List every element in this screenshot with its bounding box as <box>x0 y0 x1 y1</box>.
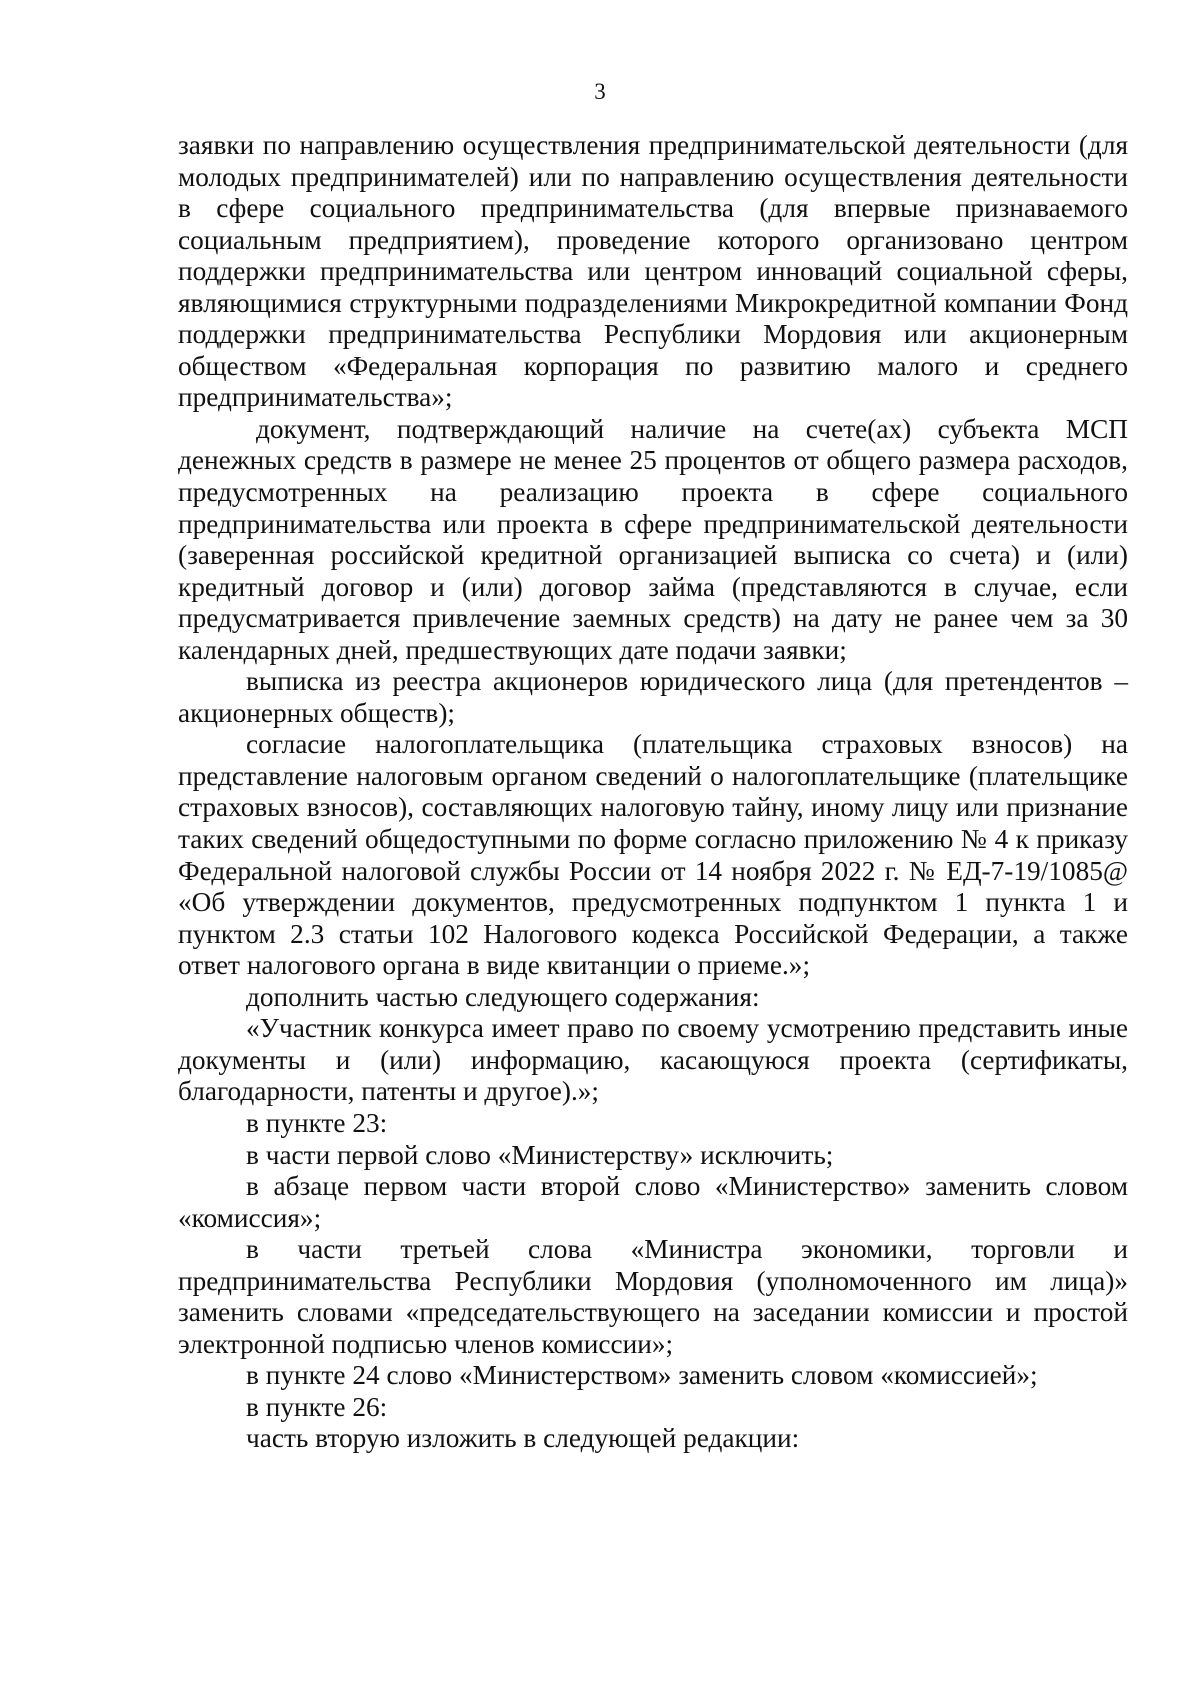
paragraph-item-23-part-2: в абзаце первом части второй слово «Министерство» заменить словом «комиссия»; <box>178 1171 1128 1233</box>
paragraph-supplement-intro: дополнить частью следующего содержания: <box>246 981 760 1012</box>
document-body <box>178 130 1128 1455</box>
paragraph-taxpayer-consent: согласие налогоплательщика (плательщика страховых взносов) на представление налоговым органом сведений о налогоплательщике (плательщике страховых взносов), составляющих налоговую тайну, иному лицу или признание таких сведений общедоступными по форме согласно приложению № 4 к приказу Федеральной налоговой службы России от 14 ноября 2022 г. № ЕД-7-19/1085@ «Об утверждении документов, предусмотренных подпунктом 1 пункта 1 и пунктом 2.3 статьи 102 Налогового кодекса Российской Федерации, а также ответ налогового органа в виде квитанции о приеме.»; <box>178 729 1128 981</box>
paragraph-funds-document: документ, подтверждающий наличие на счете(ах) субъекта МСП денежных средств в размере не менее 25 процентов от общего размера расходов, предусмотренных на реализацию проекта в сфере социального предпринимательства или проекта в сфере предпринимательской деятельности (заверенная российской кредитной организацией выписка со счета) и (или) кредитный договор и (или) договор займа (представляются в случае, если предусматривается привлечение заемных средств) на дату не ранее чем за 30 календарных дней, предшествующих дате подачи заявки; <box>178 413 1128 665</box>
paragraph-item-26-part-2: часть вторую изложить в следующей редакции: <box>246 1423 800 1454</box>
paragraph-item-23-part-1: в части первой слово «Министерству» исключить; <box>246 1139 834 1170</box>
paragraph-item-23: в пункте 23: <box>246 1107 388 1138</box>
paragraph-item-26: в пункте 26: <box>246 1391 388 1422</box>
paragraph-participant-right: «Участник конкурса имеет право по своему усмотрению представить иные документы и (или) информацию, касающуюся проекта (сертификаты, благодарности, патенты и другое).»; <box>178 1013 1128 1107</box>
paragraph-application-continuation: заявки по направлению осуществления предпринимательской деятельности (для молодых предпринимателей) или по направлению осуществления деятельности в сфере социального предпринимательства (для впервые признаваемого социальным предприятием), проведение которого организовано центром поддержки предпринимательства или центром инноваций социальной сферы, являющимися структурными подразделениями Микрокредитной компании Фонд поддержки предпринимательства Республики Мордовия или акционерным обществом «Федеральная корпорация по развитию малого и среднего предпринимательства»; <box>178 130 1128 413</box>
page-number: 3 <box>594 79 606 104</box>
paragraph-shareholder-register: выписка из реестра акционеров юридического лица (для претендентов – акционерных обществ); <box>178 666 1128 728</box>
paragraph-item-23-part-3: в части третьей слова «Министра экономики, торговли и предпринимательства Республики Мордовия (уполномоченного им лица)» заменить словами «председательствующего на заседании комиссии и простой электронной подписью членов комиссии»; <box>178 1234 1128 1359</box>
paragraph-item-24: в пункте 24 слово «Министерством» заменить словом «комиссией»; <box>246 1360 1038 1391</box>
